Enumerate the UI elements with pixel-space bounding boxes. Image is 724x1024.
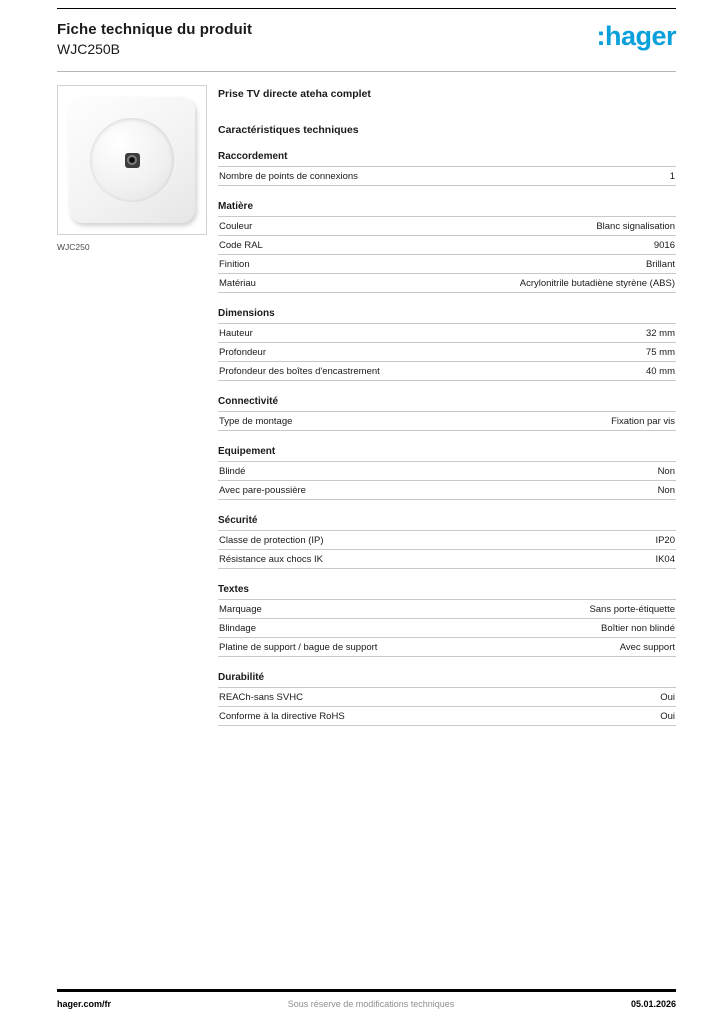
spec-label: Avec pare-poussière <box>219 484 306 496</box>
page-header <box>57 9 676 57</box>
tv-connector-shape <box>125 153 140 168</box>
spec-row <box>218 166 676 185</box>
spec-row <box>218 530 676 549</box>
spec-sections <box>218 151 676 726</box>
spec-row <box>218 480 676 499</box>
spec-section-title: Textes <box>218 584 249 595</box>
spec-row <box>218 361 676 380</box>
spec-row <box>218 687 676 706</box>
spec-row <box>218 618 676 637</box>
spec-label: Conforme à la directive RoHS <box>219 710 345 722</box>
spec-section-title: Durabilité <box>218 672 265 683</box>
footer-disclaimer: Sous réserve de modifications techniques <box>287 999 455 1009</box>
spec-label: Nombre de points de connexions <box>219 170 358 182</box>
spec-section <box>218 515 676 569</box>
spec-rows <box>218 166 676 186</box>
footer-website-link[interactable]: hager.com/fr <box>57 999 112 1009</box>
page-footer <box>57 989 676 1024</box>
product-image-column <box>57 85 207 726</box>
spec-label: Platine de support / bague de support <box>219 641 378 653</box>
spec-label: Blindage <box>219 622 256 634</box>
content-area <box>57 85 676 726</box>
spec-section <box>218 308 676 381</box>
spec-section <box>218 396 676 431</box>
spec-label: Profondeur <box>219 346 267 358</box>
product-image-caption: WJC250 <box>57 242 90 252</box>
spec-section <box>218 672 676 726</box>
spec-label: Résistance aux chocs IK <box>219 553 324 565</box>
spec-row <box>218 273 676 292</box>
page-title: Fiche technique du produit <box>57 21 253 38</box>
spec-value: Avec support <box>619 641 675 653</box>
spec-value: IP20 <box>655 534 675 546</box>
spec-value: Non <box>657 465 675 477</box>
spec-rows <box>218 323 676 381</box>
spec-value: Oui <box>660 710 675 722</box>
spec-row <box>218 411 676 430</box>
product-name: Prise TV directe ateha complet <box>218 88 371 100</box>
spec-section-title: Matière <box>218 201 254 212</box>
spec-value: 75 mm <box>645 346 675 358</box>
spec-rows <box>218 530 676 569</box>
spec-rows <box>218 461 676 500</box>
spec-rows <box>218 687 676 726</box>
spec-row <box>218 549 676 568</box>
hager-logo: :hager <box>596 21 676 51</box>
spec-section <box>218 584 676 657</box>
spec-label: Code RAL <box>219 239 263 251</box>
spec-label: Couleur <box>219 220 253 232</box>
spec-section-title: Equipement <box>218 446 276 457</box>
spec-label: REACh-sans SVHC <box>219 691 303 703</box>
spec-value: Blanc signalisation <box>596 220 675 232</box>
spec-row <box>218 342 676 361</box>
spec-row <box>218 599 676 618</box>
spec-value: 32 mm <box>645 327 675 339</box>
characteristics-title: Caractéristiques techniques <box>218 124 359 136</box>
spec-section <box>218 446 676 500</box>
spec-label: Hauteur <box>219 327 253 339</box>
spec-row <box>218 254 676 273</box>
header-text <box>57 21 252 57</box>
spec-column <box>218 85 676 726</box>
spec-value: Non <box>657 484 675 496</box>
spec-section-title: Dimensions <box>218 308 275 319</box>
spec-label: Classe de protection (IP) <box>219 534 324 546</box>
spec-section-title: Connectivité <box>218 396 279 407</box>
spec-row <box>218 235 676 254</box>
spec-rows <box>218 411 676 431</box>
spec-value: Fixation par vis <box>611 415 675 427</box>
spec-rows <box>218 599 676 657</box>
spec-row <box>218 461 676 480</box>
footer-row <box>57 992 676 1024</box>
spec-rows <box>218 216 676 293</box>
spec-row <box>218 706 676 725</box>
spec-value: Brillant <box>645 258 675 270</box>
spec-label: Blindé <box>219 465 246 477</box>
spec-value: Oui <box>660 691 675 703</box>
spec-label: Profondeur des boîtes d'encastrement <box>219 365 380 377</box>
spec-value: 9016 <box>653 239 675 251</box>
spec-section-title: Raccordement <box>218 151 288 162</box>
header-divider <box>57 71 676 72</box>
spec-section <box>218 151 676 186</box>
spec-row <box>218 216 676 235</box>
spec-value: IK04 <box>655 553 675 565</box>
spec-value: 40 mm <box>645 365 675 377</box>
product-reference: WJC250B <box>57 41 121 57</box>
faceplate-shape <box>69 97 195 223</box>
spec-label: Type de montage <box>219 415 293 427</box>
spec-value: 1 <box>669 170 675 182</box>
spec-row <box>218 323 676 342</box>
socket-dial-shape <box>90 118 174 202</box>
spec-label: Marquage <box>219 603 262 615</box>
spec-label: Finition <box>219 258 250 270</box>
spec-section-title: Sécurité <box>218 515 258 526</box>
spec-value: Acrylonitrile butadiène styrène (ABS) <box>519 277 675 289</box>
spec-row <box>218 637 676 656</box>
spec-label: Matériau <box>219 277 256 289</box>
product-image <box>57 85 207 235</box>
spec-section <box>218 201 676 293</box>
footer-date: 05.01.2026 <box>630 999 676 1009</box>
spec-value: Sans porte-étiquette <box>589 603 675 615</box>
spec-value: Boîtier non blindé <box>601 622 675 634</box>
